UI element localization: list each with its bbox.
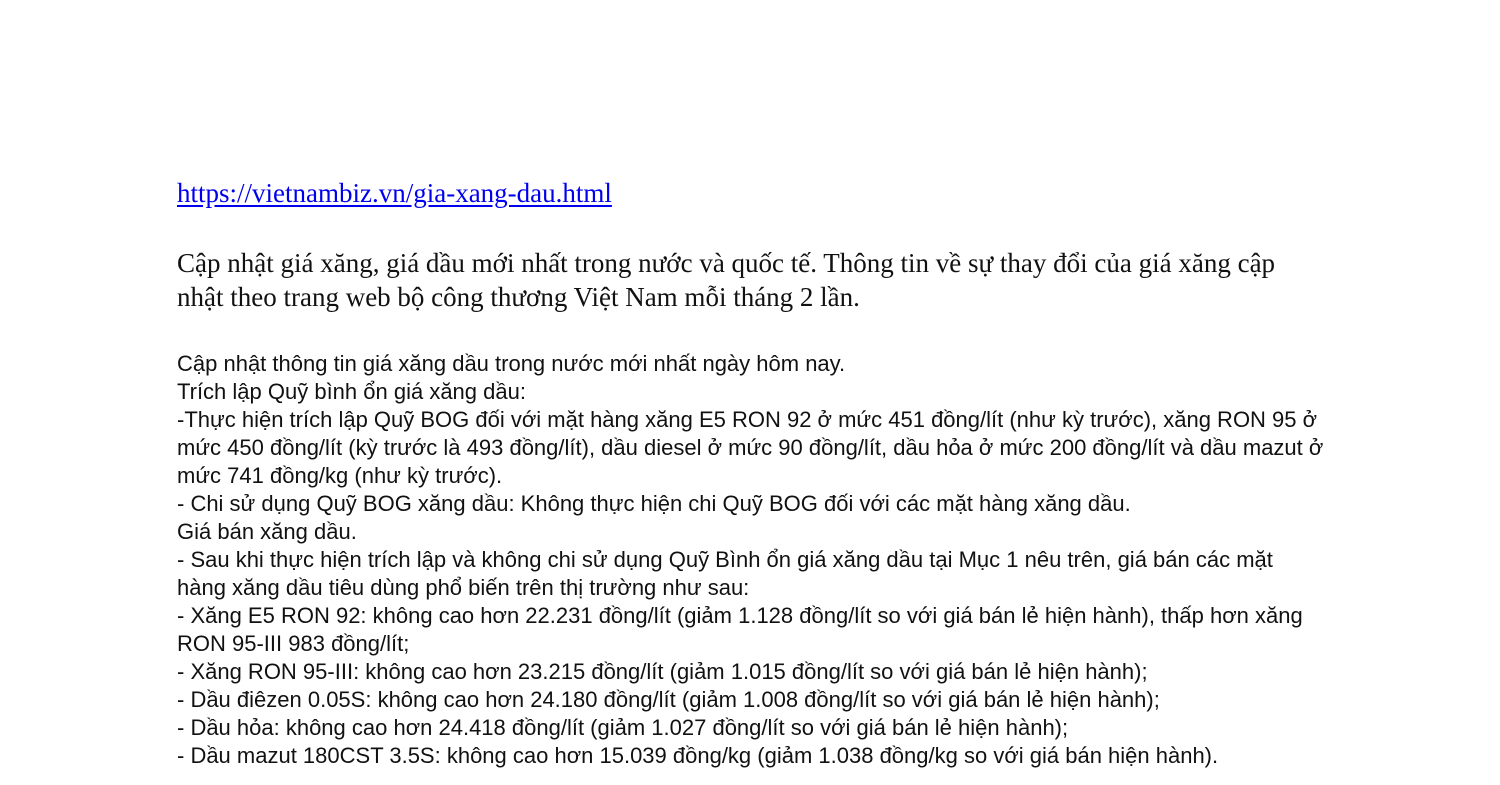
intro-paragraph: Cập nhật giá xăng, giá dầu mới nhất trong nước và quốc tế. Thông tin về sự thay đổi của giá xăng cập nhật theo trang web bộ công thương Việt Nam mỗi tháng 2 lần. [177,248,1276,312]
document-page [177,176,1327,770]
text-line: - Dầu hỏa: không cao hơn 24.418 đồng/lít (giảm 1.027 đồng/lít so với giá bán lẻ hiện hành); [177,715,1069,740]
text-line: Trích lập Quỹ bình ổn giá xăng dầu: [177,379,526,404]
text-line: Giá bán xăng dầu. [177,519,357,544]
text-line: - Xăng E5 RON 92: không cao hơn 22.231 đồng/lít (giảm 1.128 đồng/lít so với giá bán lẻ hiện hành), thấp hơn xăng RON 95-III 983 đồng/lít; [177,603,1303,656]
source-link[interactable]: https://vietnambiz.vn/gia-xang-dau.html [177,178,612,208]
text-line: - Sau khi thực hiện trích lập và không chi sử dụng Quỹ Bình ổn giá xăng dầu tại Mục 1 nêu trên, giá bán các mặt hàng xăng dầu tiêu dùng phổ biến trên thị trường như sau: [177,547,1273,600]
text-line: - Dầu điêzen 0.05S: không cao hơn 24.180 đồng/lít (giảm 1.008 đồng/lít so với giá bán lẻ hiện hành); [177,687,1160,712]
text-line: -Thực hiện trích lập Quỹ BOG đối với mặt hàng xăng E5 RON 92 ở mức 451 đồng/lít (như kỳ trước), xăng RON 95 ở mức 450 đồng/lít (kỳ trước là 493 đồng/lít), dầu diesel ở mức 90 đồng/lít, dầu hỏa ở mức 200 đồng/lít và dầu mazut ở mức 741 đồng/kg (như kỳ trước). [177,407,1324,488]
text-line: - Dầu mazut 180CST 3.5S: không cao hơn 15.039 đồng/kg (giảm 1.038 đồng/kg so với giá bán hiện hành). [177,743,1219,768]
text-line: - Chi sử dụng Quỹ BOG xăng dầu: Không thực hiện chi Quỹ BOG đối với các mặt hàng xăng dầu. [177,491,1131,516]
body-text [177,350,1327,770]
text-line: Cập nhật thông tin giá xăng dầu trong nước mới nhất ngày hôm nay. [177,351,846,376]
text-line: - Xăng RON 95-III: không cao hơn 23.215 đồng/lít (giảm 1.015 đồng/lít so với giá bán lẻ hiện hành); [177,659,1148,684]
